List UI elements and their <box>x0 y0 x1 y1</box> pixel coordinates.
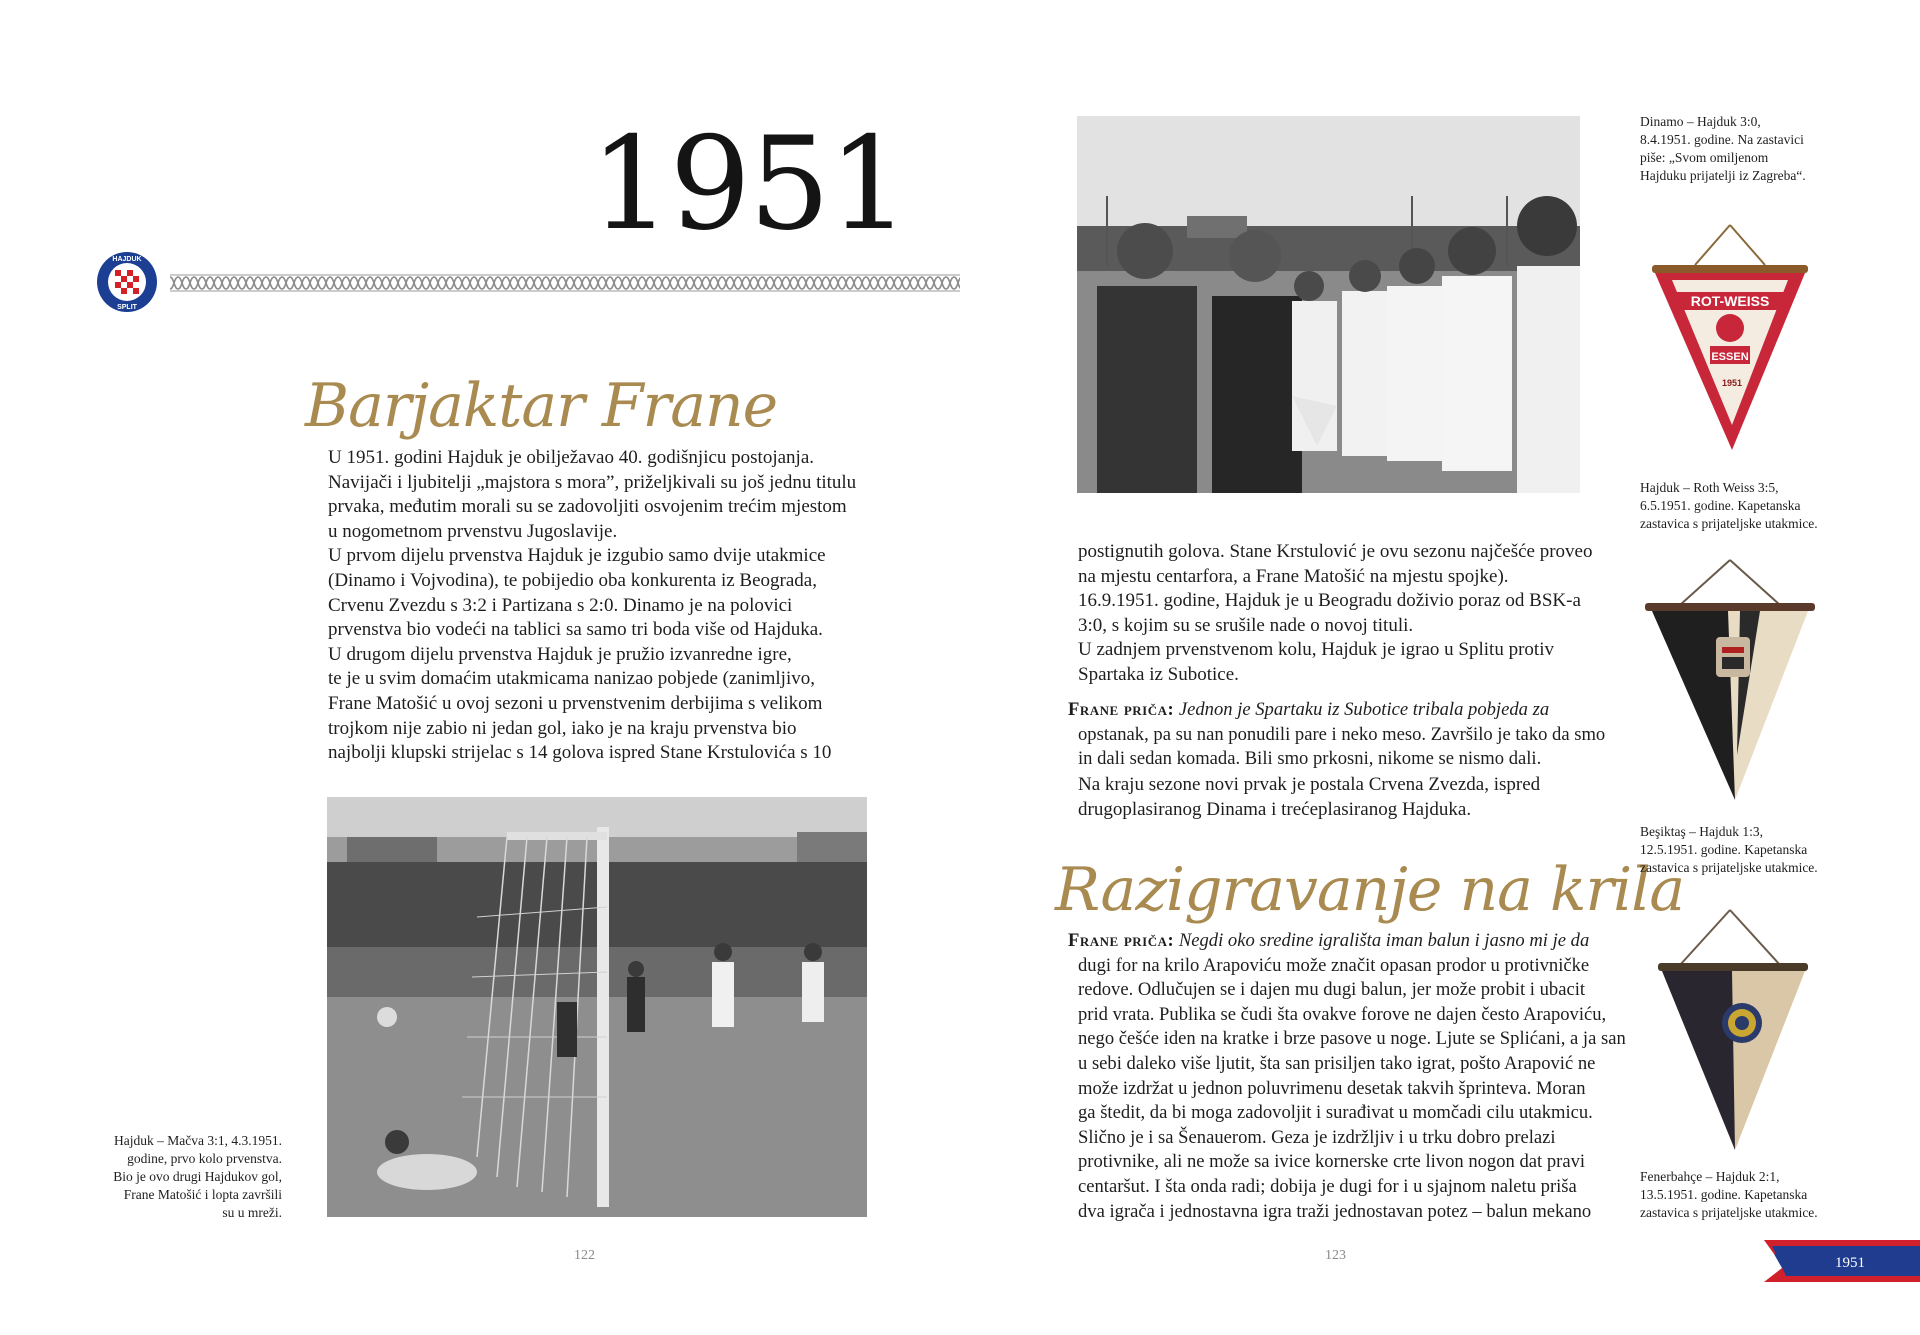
match-photo-hajduk-macva <box>327 797 867 1217</box>
quote-line: ga štedit, da bi moga zadovoljit i surađivat u momčadi cilu utakmicu. <box>1078 1102 1593 1124</box>
caption-line: 8.4.1951. godine. Na zastavici <box>1640 132 1804 147</box>
pennant-text-year: 1951 <box>1721 378 1743 388</box>
quote-line: u sebi daleko više ljutit, šta san prisiljen tako igrat, pošto Arapović ne <box>1078 1052 1596 1074</box>
quote-lead: Frane priča: <box>1068 930 1175 951</box>
caption-line: su u mreži. <box>222 1205 282 1220</box>
text-line: U zadnjem prvenstvenom kolu, Hajduk je igrao u Splitu protiv <box>1078 639 1554 661</box>
quote-line: protivnike, ali ne može sa ivice kornerske crte livon nogon dat pravi <box>1078 1151 1586 1173</box>
text-line: prvenstva bio vodeći na tablici sa samo tri boda više od Hajduka. <box>328 619 823 641</box>
hajduk-logo <box>96 251 158 313</box>
quote-block-1 <box>1068 698 1628 772</box>
pennant-caption-dinamo <box>1640 113 1840 185</box>
quote-line: Slično je i sa Šenauerom. Geza je izdržljiv i u trku dobro prelazi <box>1078 1126 1556 1148</box>
quote-line: redove. Odlučujen se i dajen mu dugi balun, jer može probit i ubacit <box>1078 979 1586 1001</box>
text-line: drugoplasiranog Dinama i trećeplasiranog Hajduka. <box>1078 798 1472 820</box>
quote-line: prid vrata. Publika se čudi šta ovakve forove ne dajen često Arapoviću, <box>1078 1003 1607 1025</box>
pennant-caption-fenerbahce <box>1640 1168 1840 1222</box>
pennant-fenerbahce <box>1640 905 1820 1155</box>
caption-line: zastavica s prijateljske utakmice. <box>1640 1205 1818 1220</box>
quote-line: Jednon je Spartaku iz Subotice tribala pobjeda za <box>1174 699 1550 720</box>
quote-line: in dali sedan komada. Bili smo prkosni, nikome se nismo dali. <box>1078 748 1542 770</box>
text-line: prvaka, međutim morali su se zadovoljiti osvojenim trećim mjestom <box>328 496 847 518</box>
pennant-text-essen: ESSEN <box>1711 351 1749 363</box>
text-line: U drugom dijelu prvenstva Hajduk je pružio izvanredne igre, <box>328 643 792 665</box>
text-line: Na kraju sezone novi prvak je postala Crvena Zvezda, ispred <box>1078 774 1541 795</box>
quote-line: Negdi oko sredine igrališta iman balun i jasno mi je da <box>1174 930 1590 951</box>
pennant-caption-roth-weiss <box>1640 479 1840 533</box>
quote-line: dva igrača i jednostavna igra traži jednostavan potez – balun mekano <box>1078 1200 1592 1222</box>
section-title-barjaktar-frane: Barjaktar Frane <box>305 371 778 441</box>
ornamental-rule <box>170 272 960 294</box>
caption-line: 12.5.1951. godine. Kapetanska <box>1640 842 1808 857</box>
quote-line: centaršut. I šta onda radi; dobija je dugi for i u sjajnom naletu priša <box>1078 1175 1577 1197</box>
text-line: Frane Matošić u ovoj sezoni u prvenstvenim derbijima s velikom <box>328 692 823 714</box>
text-line: (Dinamo i Vojvodina), te pobijedio oba konkurenta iz Beograda, <box>328 569 817 591</box>
right-body-text-2 <box>1078 773 1618 822</box>
quote-line: dugi for na krilo Arapoviću može značit opasan prodor u protivničke <box>1078 954 1590 976</box>
section-title-razigravanje-na-krila: Razigravanje na krila <box>1055 855 1685 925</box>
text-line: Spartaka iz Subotice. <box>1078 663 1239 685</box>
caption-line: Bio je ovo drugi Hajdukov gol, <box>113 1169 282 1184</box>
text-line: najbolji klupski strijelac s 14 golova ispred Stane Krstulovića s 10 <box>328 742 832 764</box>
caption-line: piše: „Svom omiljenom <box>1640 150 1769 165</box>
team-photo <box>1077 116 1580 493</box>
quote-lead: Frane priča: <box>1068 699 1175 720</box>
quote-block-2 <box>1068 929 1628 1224</box>
caption-line: Hajduk – Roth Weiss 3:5, <box>1640 480 1779 495</box>
caption-line: Dinamo – Hajduk 3:0, <box>1640 114 1761 129</box>
page-number-right: 123 <box>1325 1248 1346 1263</box>
caption-line: Hajduku prijatelji iz Zagreba“. <box>1640 168 1806 183</box>
caption-line: zastavica s prijateljske utakmice. <box>1640 860 1818 875</box>
text-line: 16.9.1951. godine, Hajduk je u Beogradu doživio poraz od BSK-a <box>1078 590 1581 612</box>
quote-line: opstanak, pa su nan ponudili pare i neko meso. Završilo je tako da smo <box>1078 723 1606 745</box>
right-body-text-1 <box>1078 540 1618 688</box>
year-tab-label: 1951 <box>1835 1255 1865 1271</box>
caption-line: Frane Matošić i lopta završili <box>123 1187 282 1202</box>
text-line: u nogometnom prvenstvu Jugoslavije. <box>328 520 618 542</box>
page-number-left: 122 <box>574 1248 595 1263</box>
text-line: postignutih golova. Stane Krstulović je ovu sezonu najčešće proveo <box>1078 541 1593 562</box>
text-line: te je u svim domaćim utakmicama nanizao pobjede (zanimljivo, <box>328 668 815 690</box>
text-line: U prvom dijelu prvenstva Hajduk je izgubio samo dvije utakmice <box>328 545 826 567</box>
text-line: na mjestu centarfora, a Frane Matošić na mjestu spojke). <box>1078 565 1509 587</box>
logo-top-text: HAJDUK <box>112 256 142 263</box>
text-line: trojkom nije zabio ni jedan gol, iako je na kraju prvenstva bio <box>328 717 797 739</box>
text-line: Crvenu Zvezdu s 3:2 i Partizana s 2:0. Dinamo je na polovici <box>328 594 793 616</box>
logo-bottom-text: SPLIT <box>117 304 137 311</box>
year-tab <box>1764 1240 1920 1282</box>
caption-line: Hajduk – Mačva 3:1, 4.3.1951. <box>114 1133 282 1148</box>
caption-line: Fenerbahçe – Hajduk 2:1, <box>1640 1169 1780 1184</box>
text-line: U 1951. godini Hajduk je obilježavao 40. godišnjicu postojanja. <box>328 447 815 468</box>
caption-line: Beşiktaş – Hajduk 1:3, <box>1640 824 1763 839</box>
pennant-caption-besiktas <box>1640 823 1840 877</box>
caption-line: godine, prvo kolo prvenstva. <box>127 1151 282 1166</box>
caption-line: 6.5.1951. godine. Kapetanska <box>1640 498 1801 513</box>
text-line: 3:0, s kojim su se srušile nade o novoj tituli. <box>1078 614 1414 636</box>
pennant-besiktas <box>1640 555 1820 805</box>
pennant-rot-weiss-essen <box>1640 220 1820 460</box>
text-line: Navijači i ljubitelji „majstora s mora”, priželjkivali su još jednu titulu <box>328 471 857 493</box>
match-photo-caption <box>70 1132 282 1222</box>
caption-line: zastavica s prijateljske utakmice. <box>1640 516 1818 531</box>
caption-line: 13.5.1951. godine. Kapetanska <box>1640 1187 1808 1202</box>
left-body-text <box>328 446 888 766</box>
quote-line: nego češće iden na kratke i brze pasove u noge. Ljute se Splićani, a ja san <box>1078 1028 1626 1050</box>
pennant-text-rot-weiss: ROT-WEISS <box>1690 293 1770 309</box>
quote-line: može izdržat u jednon poluvrimenu desetak takvih šprinteva. Moran <box>1078 1077 1586 1099</box>
year-heading: 1951 <box>590 110 908 259</box>
